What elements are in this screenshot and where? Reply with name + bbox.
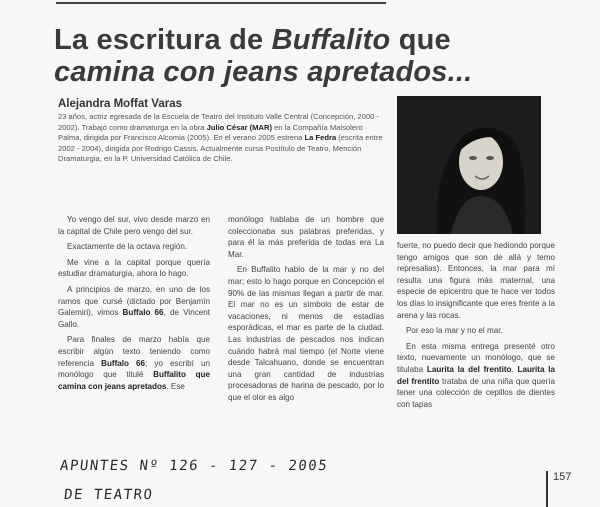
text-run: . Ese bbox=[166, 381, 185, 391]
bio-text-3: (escrita entre 2002 - 2004), dirigida por Rodrigo Cassis. Actualmente cursa Postítulo de Teatro, Mención Dramaturgia, en la P. Universidad Católica de Chile. bbox=[58, 133, 383, 164]
text-run: En esta misma entrega presenté otro texto, nuevamente un monólogo, que se titulaba bbox=[397, 341, 555, 374]
text-run: Para finales de marzo había que escribir algún texto teniendo como referencia bbox=[58, 335, 210, 368]
film-title: Buffalo 66 bbox=[122, 308, 164, 318]
paragraph: monólogo hablaba de un hombre que coleccionaba sus palabras preferidas, y para él la más preferida de todas era La Mar. bbox=[228, 215, 384, 259]
bio-work-1: Julio César (MAR) bbox=[206, 122, 272, 132]
text-column-2 bbox=[228, 214, 384, 408]
paragraph: Exactamente de la octava región. bbox=[67, 242, 188, 252]
author-bio bbox=[58, 112, 388, 165]
title-line2: camina con jeans apretados... bbox=[54, 56, 473, 88]
bio-text-1: 23 años, actriz egresada de la Escuela de Teatro del Instituto Valle Central (Concepción, 2000 - 2002). Trabajó como dramaturga en la obra bbox=[58, 112, 379, 132]
top-rule bbox=[56, 2, 386, 4]
page-number-bar bbox=[546, 471, 548, 507]
text-run: ; yo escribí un monólogo que titulé bbox=[58, 358, 210, 380]
bio-work-2: La Fedra bbox=[304, 133, 337, 143]
paragraph: En Buffalito hablo de la mar y no del mar; esto lo hago porque en Concepción el 90% de las mismas llegan a partir de mar. El mar no es un símbolo de estar de vacaciones, ni menos de estadías esporádicas, el mar es parte de la ciudad. Las industrias de pescados nos indican cuándo habrá mal tiempo (el Norte viene desde Talcahuano, donde se encuentran una gran cantidad de industrias procesadoras de harina de pescado, por lo que el olor es algo bbox=[228, 265, 384, 402]
work-title: Laurita la del frentito bbox=[426, 364, 512, 374]
paragraph bbox=[397, 341, 555, 411]
work-title: Buffalito que camina con jeans apretados bbox=[58, 370, 210, 391]
text-run: A principios de marzo, en uno de los ramos que cursé (dictado por Benjamín Galemiri), vimos bbox=[58, 284, 210, 318]
text-run: . bbox=[511, 364, 518, 374]
text-run: , de Vincent Gallo. bbox=[58, 308, 210, 329]
paragraph bbox=[58, 334, 210, 392]
paragraph bbox=[58, 284, 210, 330]
handwritten-annotation-line1: APUNTES Nº 126 - 127 - 2005 bbox=[59, 458, 329, 474]
paragraph: fuerte, no puedo decir que hediondo porque tengo amigos que son de allá y temo represalias). Entonces, la mar para mí resulta una figura más maternal, una especie de epicentro que te hace ver todos los días lo insignificante que eres frente a la arena y las rocas. bbox=[397, 241, 555, 320]
article-title bbox=[54, 24, 554, 88]
title-buffalito: Buffalito bbox=[271, 24, 391, 56]
paragraph: Por eso la mar y no el mar. bbox=[406, 326, 503, 336]
bio-text-2: en la Compañía Malsolero Palma, dirigida por Francisco Alcomia (2005). En el verano 2005 estrena bbox=[58, 122, 363, 143]
paragraph: Yo vengo del sur, vivo desde marzo en la capital de Chile pero vengo del sur. bbox=[58, 215, 210, 236]
page-number: 157 bbox=[553, 471, 572, 483]
title-line1-end: que bbox=[390, 24, 451, 56]
portrait-image bbox=[397, 96, 541, 234]
text-column-1 bbox=[58, 214, 210, 396]
work-title: Laurita la del frentito bbox=[397, 364, 555, 386]
title-line1-start: La escritura de bbox=[54, 24, 272, 56]
text-column-3 bbox=[397, 240, 555, 414]
text-run: trataba de una niña que quería tener una colección de cepillos de dientes con tapas bbox=[397, 376, 555, 409]
handwritten-annotation-line2: DE TEATRO bbox=[63, 487, 155, 503]
film-title: Buffalo 66 bbox=[101, 358, 146, 368]
author-photo bbox=[397, 96, 541, 234]
paragraph: Me vine a la capital porque quería estudiar dramaturgia, ahora lo hago. bbox=[58, 257, 210, 279]
author-name: Alejandra Moffat Varas bbox=[58, 98, 182, 110]
